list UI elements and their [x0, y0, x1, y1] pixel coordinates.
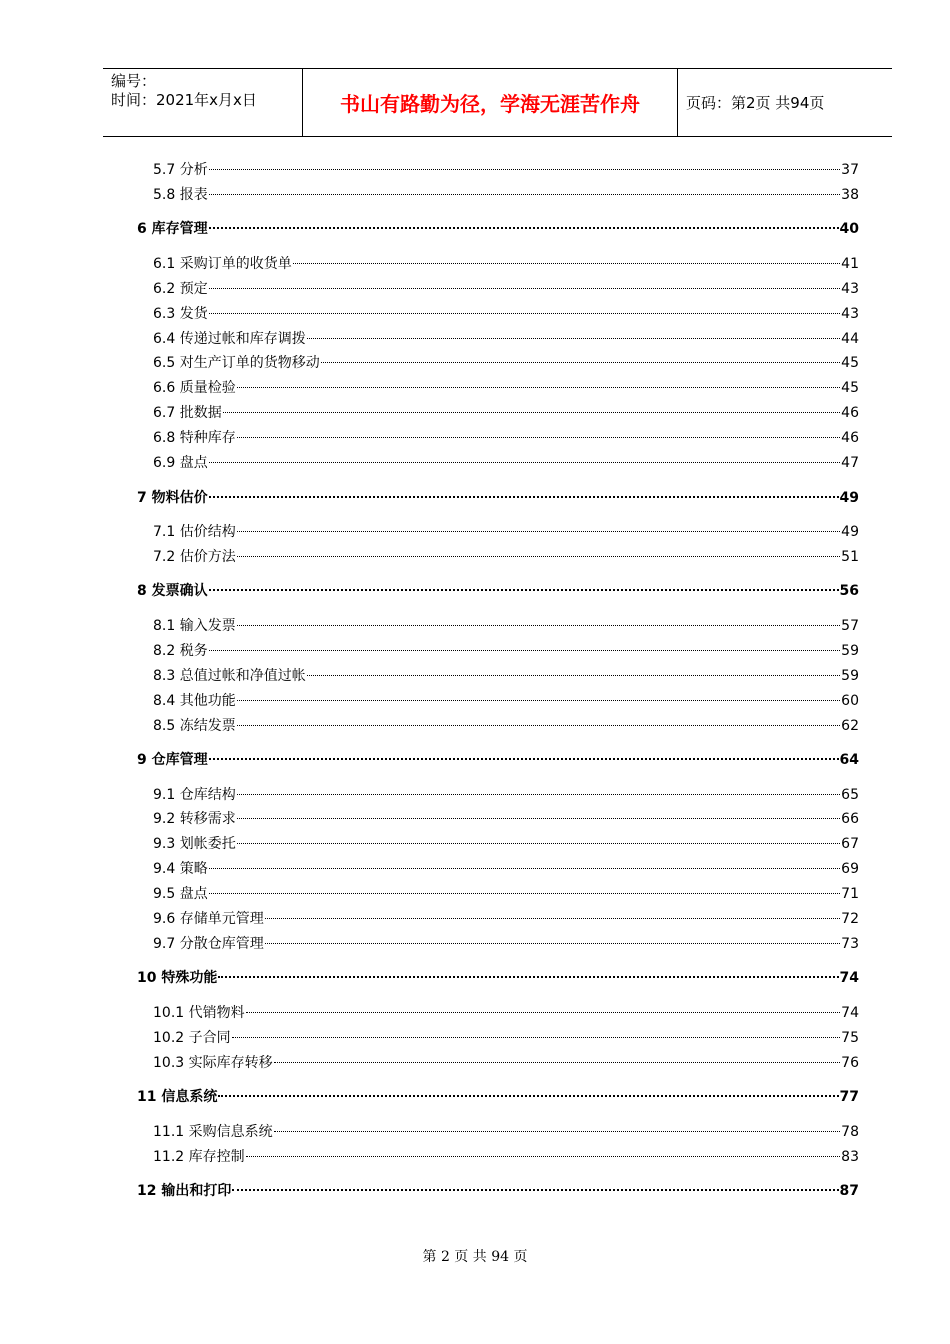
toc-dot-leader [274, 1131, 841, 1132]
toc-dot-leader [265, 918, 840, 919]
toc-dot-leader [209, 462, 840, 463]
toc-section-entry[interactable] [153, 1053, 859, 1073]
toc-chapter-entry[interactable] [137, 1087, 859, 1107]
toc-dot-leader [209, 169, 840, 170]
toc-entry-page: 37 [841, 162, 859, 178]
toc-entry-page: 71 [841, 886, 859, 902]
toc-entry-page: 43 [841, 281, 859, 297]
toc-entry-page: 59 [841, 668, 859, 684]
toc-section-entry[interactable] [153, 1003, 859, 1023]
toc-section-entry[interactable] [153, 859, 859, 879]
toc-entry-page: 64 [839, 752, 859, 768]
toc-entry-title: 6.1 采购订单的收货单 [153, 256, 292, 272]
toc-dot-leader [237, 818, 840, 819]
toc-dot-leader [237, 794, 840, 795]
toc-entry-title: 6.3 发货 [153, 306, 208, 322]
toc-entry-page: 59 [841, 643, 859, 659]
toc-dot-leader [232, 1189, 838, 1191]
toc-dot-leader [209, 313, 840, 314]
toc-entry-title: 8.2 税务 [153, 643, 208, 659]
toc-entry-page: 49 [839, 490, 859, 506]
toc-entry-page: 47 [841, 455, 859, 471]
toc-entry-page: 66 [841, 811, 859, 827]
toc-entry-page: 75 [841, 1030, 859, 1046]
toc-dot-leader [237, 556, 840, 557]
toc-dot-leader [321, 362, 840, 363]
toc-chapter-entry[interactable] [137, 968, 859, 988]
toc-dot-leader [237, 531, 840, 532]
toc-entry-page: 51 [841, 549, 859, 565]
page-footer: 第 2 页 共 94 页 [422, 1249, 528, 1265]
toc-entry-page: 74 [839, 970, 859, 986]
toc-entry-title: 10.3 实际库存转移 [153, 1055, 273, 1071]
toc-entry-page: 46 [841, 405, 859, 421]
header-left-cell [103, 69, 303, 136]
toc-entry-title: 8 发票确认 [137, 583, 208, 599]
toc-entry-title: 8.1 输入发票 [153, 618, 236, 634]
toc-section-entry[interactable] [153, 403, 859, 423]
toc-dot-leader [237, 387, 840, 388]
toc-entry-title: 8.5 冻结发票 [153, 718, 236, 734]
toc-dot-leader [274, 1062, 841, 1063]
toc-dot-leader [223, 412, 840, 413]
toc-entry-page: 46 [841, 430, 859, 446]
toc-entry-title: 11.1 采购信息系统 [153, 1124, 273, 1140]
toc-dot-leader [209, 868, 840, 869]
toc-section-entry[interactable] [153, 834, 859, 854]
toc-entry-title: 6.6 质量检验 [153, 380, 236, 396]
toc-section-entry[interactable] [153, 716, 859, 736]
toc-entry-title: 9.2 转移需求 [153, 811, 236, 827]
toc-entry-page: 56 [839, 583, 859, 599]
toc-entry-page: 83 [841, 1149, 859, 1165]
toc-entry-page: 43 [841, 306, 859, 322]
time-label: 时间：2021年x月x日 [111, 91, 257, 109]
toc-entry-title: 10.1 代销物料 [153, 1005, 245, 1021]
toc-section-entry[interactable] [153, 185, 859, 205]
toc-entry-title: 9.6 存储单元管理 [153, 911, 264, 927]
toc-entry-page: 69 [841, 861, 859, 877]
toc-entry-title: 9 仓库管理 [137, 752, 208, 768]
toc-section-entry[interactable] [153, 522, 859, 542]
toc-dot-leader [209, 288, 840, 289]
toc-entry-title: 7.1 估价结构 [153, 524, 236, 540]
number-label: 编号： [111, 72, 157, 90]
toc-chapter-entry[interactable] [137, 581, 859, 601]
toc-dot-leader [209, 650, 840, 651]
toc-entry-title: 9.5 盘点 [153, 886, 208, 902]
toc-section-entry[interactable] [153, 616, 859, 636]
toc-entry-page: 74 [841, 1005, 859, 1021]
toc-entry-page: 60 [841, 693, 859, 709]
toc-dot-leader [307, 675, 840, 676]
toc-entry-title: 6.9 盘点 [153, 455, 208, 471]
toc-entry-page: 38 [841, 187, 859, 203]
toc-dot-leader [237, 843, 840, 844]
toc-entry-page: 57 [841, 618, 859, 634]
toc-dot-leader [246, 1156, 841, 1157]
toc-entry-page: 62 [841, 718, 859, 734]
toc-entry-page: 67 [841, 836, 859, 852]
toc-section-entry[interactable] [153, 453, 859, 473]
toc-dot-leader [237, 725, 840, 726]
toc-dot-leader [265, 943, 840, 944]
toc-entry-title: 7 物料估价 [137, 490, 208, 506]
toc-entry-title: 9.7 分散仓库管理 [153, 936, 264, 952]
toc-dot-leader [232, 1037, 841, 1038]
toc-section-entry[interactable] [153, 1028, 859, 1048]
toc-entry-page: 65 [841, 787, 859, 803]
toc-entry-page: 44 [841, 331, 859, 347]
toc-entry-title: 6.2 预定 [153, 281, 208, 297]
toc-entry-title: 11 信息系统 [137, 1089, 218, 1105]
page-info: 页码：第2页 共94页 [686, 94, 825, 112]
toc-entry-page: 87 [839, 1183, 859, 1199]
toc-section-entry[interactable] [153, 934, 859, 954]
toc-entry-title: 8.3 总值过帐和净值过帐 [153, 668, 306, 684]
toc-entry-page: 40 [839, 221, 859, 237]
toc-dot-leader [209, 893, 840, 894]
toc-entry-title: 12 输出和打印 [137, 1183, 232, 1199]
toc-section-entry[interactable] [153, 304, 859, 324]
toc-dot-leader [237, 437, 840, 438]
toc-entry-title: 10.2 子合同 [153, 1030, 231, 1046]
toc-entry-title: 6 库存管理 [137, 221, 208, 237]
toc-dot-leader [307, 338, 840, 339]
toc-chapter-entry[interactable] [137, 488, 859, 508]
toc-section-entry[interactable] [153, 809, 859, 829]
toc-entry-page: 78 [841, 1124, 859, 1140]
toc-entry-title: 6.7 批数据 [153, 405, 222, 421]
toc-dot-leader [237, 625, 840, 626]
toc-entry-page: 77 [839, 1089, 859, 1105]
toc-entry-page: 41 [841, 256, 859, 272]
toc-entry-title: 9.3 划帐委托 [153, 836, 236, 852]
toc-entry-page: 49 [841, 524, 859, 540]
toc-entry-title: 8.4 其他功能 [153, 693, 236, 709]
toc-entry-page: 72 [841, 911, 859, 927]
toc-dot-leader [209, 227, 839, 229]
toc-section-entry[interactable] [153, 547, 859, 567]
toc-dot-leader [209, 194, 840, 195]
toc-section-entry[interactable] [153, 160, 859, 180]
toc-entry-title: 11.2 库存控制 [153, 1149, 245, 1165]
toc-entry-title: 9.1 仓库结构 [153, 787, 236, 803]
toc-entry-title: 5.7 分析 [153, 162, 208, 178]
toc-dot-leader [246, 1012, 841, 1013]
toc-entry-title: 7.2 估价方法 [153, 549, 236, 565]
toc-entry-title: 5.8 报表 [153, 187, 208, 203]
toc-section-entry[interactable] [153, 329, 859, 349]
toc-entry-page: 45 [841, 355, 859, 371]
toc-dot-leader [218, 1095, 838, 1097]
toc-section-entry[interactable] [153, 666, 859, 686]
toc-dot-leader [218, 976, 838, 978]
motto: 书山有路勤为径，学海无涯苦作舟 [303, 69, 678, 136]
toc-entry-title: 6.8 特种库存 [153, 430, 236, 446]
toc-section-entry[interactable] [153, 785, 859, 805]
toc-entry-page: 76 [841, 1055, 859, 1071]
toc-dot-leader [209, 496, 839, 498]
toc-section-entry[interactable] [153, 641, 859, 661]
toc-section-entry[interactable] [153, 254, 859, 274]
toc-entry-title: 6.4 传递过帐和库存调拨 [153, 331, 306, 347]
toc-section-entry[interactable] [153, 279, 859, 299]
toc-dot-leader [209, 589, 839, 591]
toc-section-entry[interactable] [153, 1122, 859, 1142]
toc-entry-page: 45 [841, 380, 859, 396]
toc-section-entry[interactable] [153, 353, 859, 373]
toc-entry-page: 73 [841, 936, 859, 952]
toc-section-entry[interactable] [153, 378, 859, 398]
toc-section-entry[interactable] [153, 909, 859, 929]
toc-section-entry[interactable] [153, 1147, 859, 1167]
toc-section-entry[interactable] [153, 884, 859, 904]
toc-chapter-entry[interactable] [137, 1181, 859, 1201]
toc-dot-leader [209, 758, 839, 760]
toc-chapter-entry[interactable] [137, 750, 859, 770]
page-header [103, 68, 892, 137]
toc-dot-leader [237, 700, 840, 701]
toc-chapter-entry[interactable] [137, 219, 859, 239]
toc-entry-title: 9.4 策略 [153, 861, 208, 877]
toc-section-entry[interactable] [153, 428, 859, 448]
toc-section-entry[interactable] [153, 691, 859, 711]
toc-entry-title: 6.5 对生产订单的货物移动 [153, 355, 320, 371]
toc-entry-title: 10 特殊功能 [137, 970, 218, 986]
toc-dot-leader [293, 263, 840, 264]
